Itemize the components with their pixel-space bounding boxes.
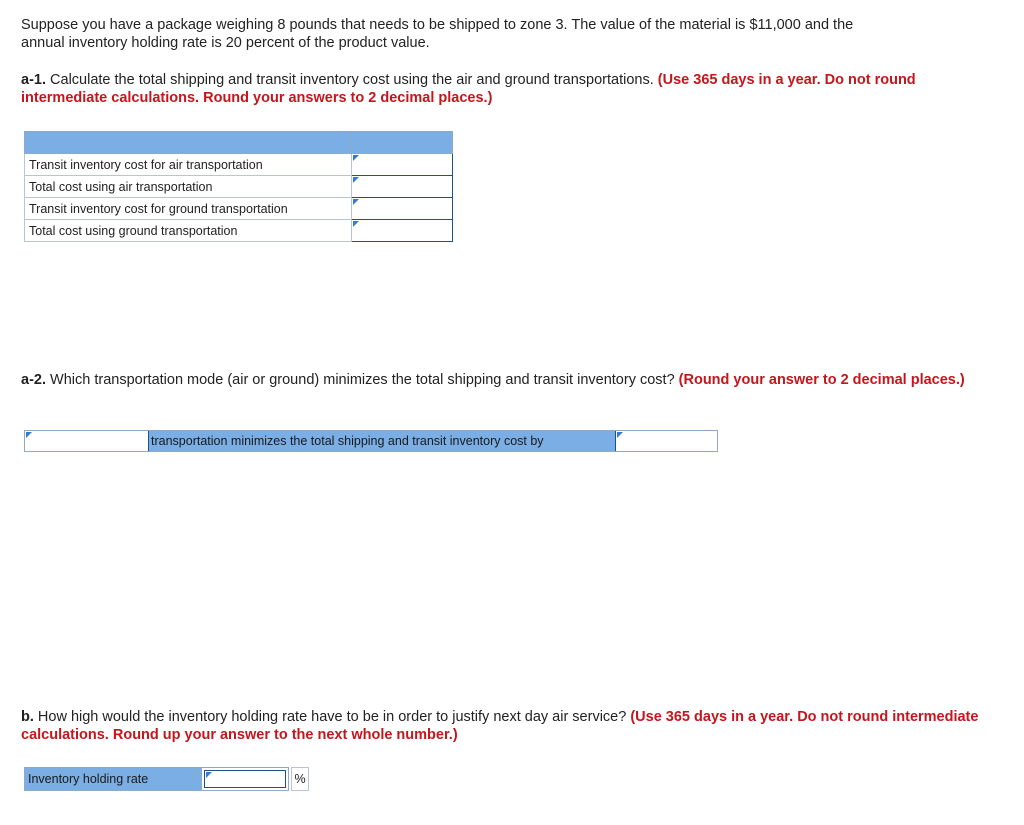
table-row	[25, 220, 453, 242]
a2-sentence-label: transportation minimizes the total shipping and transit inventory cost by	[149, 431, 615, 451]
input-flag-icon	[206, 772, 212, 778]
input-flag-icon	[353, 177, 359, 183]
holding-rate-input[interactable]	[205, 771, 289, 789]
row-label: Total cost using ground transportation	[25, 220, 352, 242]
answer-input-ground-transit[interactable]	[353, 200, 449, 217]
answer-cell	[352, 220, 453, 242]
question-a2	[21, 371, 981, 389]
table-row	[25, 176, 453, 198]
question-a2-text: Which transportation mode (air or ground) minimizes the total shipping and transit inventory cost?	[46, 372, 679, 388]
mode-answer-cell	[25, 431, 149, 451]
input-flag-icon	[617, 432, 623, 438]
holding-rate-input-frame	[204, 770, 286, 788]
answer-cell	[352, 154, 453, 176]
question-b	[21, 708, 981, 744]
table-row	[25, 198, 453, 220]
a1-header-value-cell	[352, 132, 453, 154]
row-label: Total cost using air transportation	[25, 176, 352, 198]
input-flag-icon	[353, 155, 359, 161]
answer-cell	[352, 176, 453, 198]
input-flag-icon	[26, 432, 32, 438]
amount-answer-cell	[615, 431, 717, 451]
a1-header-label-cell	[25, 132, 352, 154]
question-a1-instruction: (Use 365 days in a year. Do not round intermediate calculations. Round your answers to 2 decimal places.)	[21, 72, 916, 106]
input-flag-icon	[353, 199, 359, 205]
question-b-text: How high would the inventory holding rate have to be in order to justify next day air service?	[33, 709, 631, 725]
holding-rate-cell	[202, 767, 289, 791]
question-a1-text: Calculate the total shipping and transit inventory cost using the air and ground transportations.	[46, 72, 658, 88]
holding-rate-label: Inventory holding rate	[24, 767, 202, 791]
answer-input-ground-total[interactable]	[353, 222, 449, 239]
b-answer-row	[24, 767, 309, 791]
a1-answer-table	[24, 131, 453, 242]
a1-table-header	[25, 132, 453, 154]
answer-cell	[352, 198, 453, 220]
question-a2-prefix: a-2.	[21, 372, 46, 388]
problem-intro	[21, 16, 981, 52]
question-a1-prefix: a-1.	[21, 72, 46, 88]
percent-unit: %	[291, 767, 309, 791]
question-b-instruction: (Use 365 days in a year. Do not round intermediate calculations. Round up your answer to the next whole number.)	[21, 709, 979, 743]
question-a1	[21, 71, 981, 107]
row-label: Transit inventory cost for air transportation	[25, 154, 352, 176]
table-row	[25, 154, 453, 176]
intro-line-1: Suppose you have a package weighing 8 pounds that needs to be shipped to zone 3. The value of the material is $11,000 and the	[21, 17, 854, 33]
question-b-prefix: b.	[21, 709, 34, 725]
row-label: Transit inventory cost for ground transportation	[25, 198, 352, 220]
intro-line-2: annual inventory holding rate is 20 percent of the product value.	[21, 35, 430, 51]
mode-select-input[interactable]	[25, 431, 147, 451]
question-a2-instruction: (Round your answer to 2 decimal places.)	[678, 372, 965, 388]
answer-input-air-transit[interactable]	[353, 156, 449, 173]
answer-input-air-total[interactable]	[353, 178, 449, 195]
a2-answer-row	[24, 430, 718, 452]
input-flag-icon	[353, 221, 359, 227]
amount-input[interactable]	[616, 431, 717, 451]
